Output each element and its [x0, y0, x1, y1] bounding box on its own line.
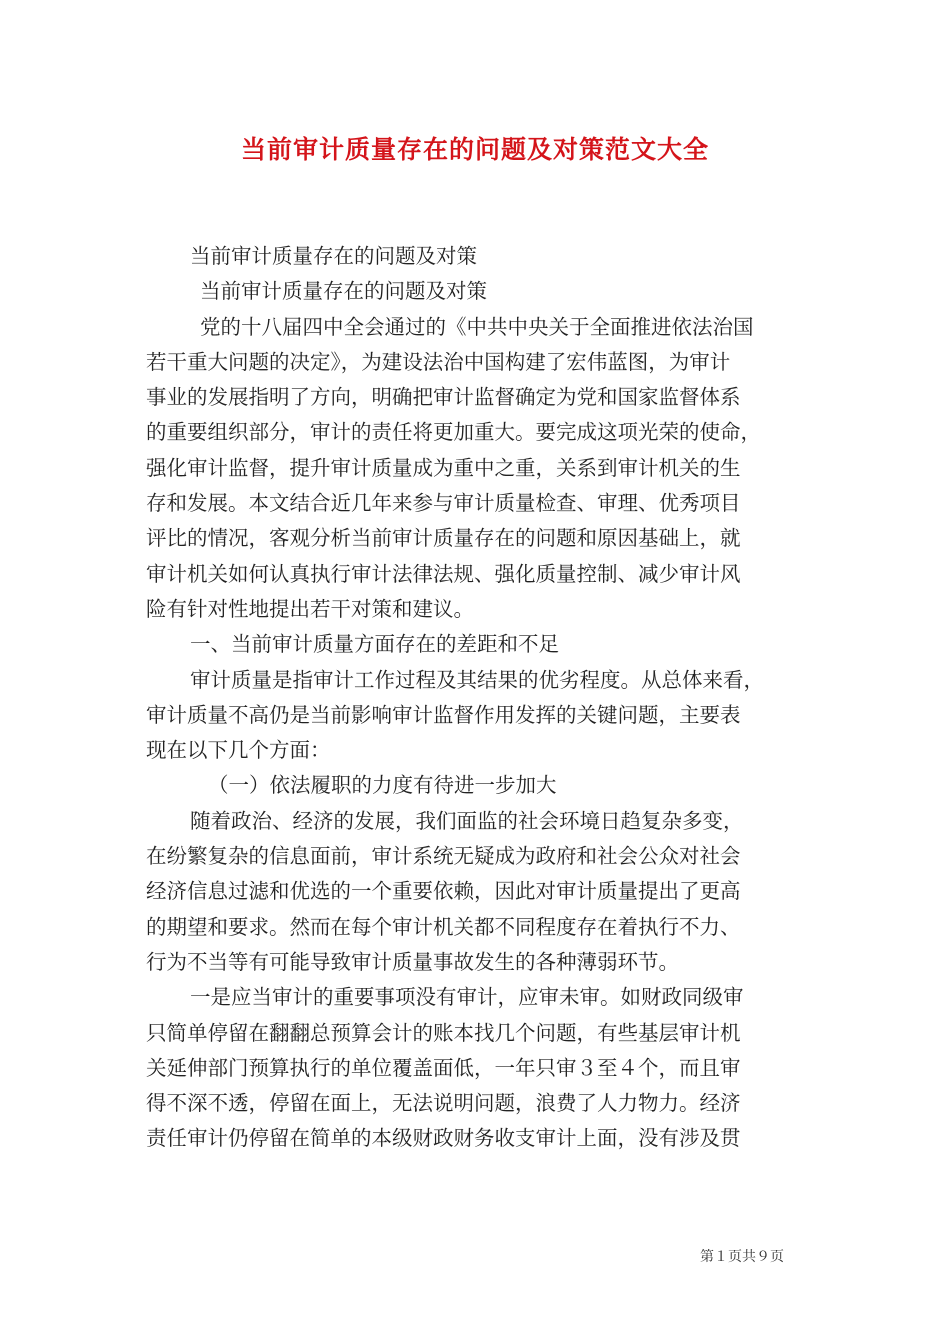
paragraph-line: 的期望和要求。然而在每个审计机关都不同程度存在着执行不力、: [146, 914, 741, 939]
subtitle-line: 当前审计质量存在的问题及对策: [200, 279, 487, 304]
paragraph-line: 事业的发展指明了方向，明确把审计监督确定为党和国家监督体系: [146, 385, 741, 410]
paragraph-line: 审计质量是指审计工作过程及其结果的优劣程度。从总体来看，: [190, 667, 764, 692]
document-title: 当前审计质量存在的问题及对策范文大全: [240, 135, 709, 164]
subtitle-line: 当前审计质量存在的问题及对策: [190, 244, 477, 268]
paragraph-line: 的重要组织部分，审计的责任将更加重大。要完成这项光荣的使命，: [146, 420, 761, 445]
paragraph-line: 行为不当等有可能导致审计质量事故发生的各种薄弱环节。: [146, 949, 679, 974]
paragraph-line: 险有针对性地提出若干对策和建议。: [146, 596, 474, 621]
paragraph-line: 存和发展。本文结合近几年来参与审计质量检查、审理、优秀项目: [146, 491, 741, 516]
paragraph-line: 现在以下几个方面：: [146, 738, 331, 763]
paragraph-line: 若干重大问题的决定》，为建设法治中国构建了宏伟蓝图，为审计: [146, 349, 731, 374]
paragraph-line: 一是应当审计的重要事项没有审计，应审未审。如财政同级审: [190, 985, 744, 1010]
paragraph-line: 强化审计监督，提升审计质量成为重中之重，关系到审计机关的生: [146, 455, 741, 480]
paragraph-line: 在纷繁复杂的信息面前，审计系统无疑成为政府和社会公众对社会: [146, 844, 741, 869]
document-body: [146, 239, 806, 1157]
paragraph-line: 党的十八届四中全会通过的《中共中央关于全面推进依法治国: [200, 314, 754, 339]
paragraph-line: 评比的情况，客观分析当前审计质量存在的问题和原因基础上，就: [146, 526, 741, 551]
paragraph-line: 只简单停留在翻翻总预算会计的账本找几个问题，有些基层审计机: [146, 1020, 741, 1045]
page-number: 第１页共９页: [700, 1249, 784, 1265]
paragraph-line: 审计质量不高仍是当前影响审计监督作用发挥的关键问题，主要表: [146, 702, 741, 727]
subsection-heading: （一）依法履职的力度有待进一步加大: [208, 773, 557, 798]
paragraph-line: 得不深不透，停留在面上，无法说明问题，浪费了人力物力。经济: [146, 1091, 741, 1116]
paragraph-line: 经济信息过滤和优选的一个重要依赖，因此对审计质量提出了更高: [146, 879, 741, 904]
paragraph-line: 随着政治、经济的发展，我们面监的社会环境日趋复杂多变，: [190, 808, 744, 833]
paragraph-line: 关延伸部门预算执行的单位覆盖面低，一年只审３至４个，而且审: [146, 1055, 741, 1080]
paragraph-line: 责任审计仍停留在简单的本级财政财务收支审计上面，没有涉及贯: [146, 1126, 741, 1151]
paragraph-line: 审计机关如何认真执行审计法律法规、强化质量控制、减少审计风: [146, 561, 741, 586]
section-heading: 一、当前审计质量方面存在的差距和不足: [190, 632, 559, 657]
